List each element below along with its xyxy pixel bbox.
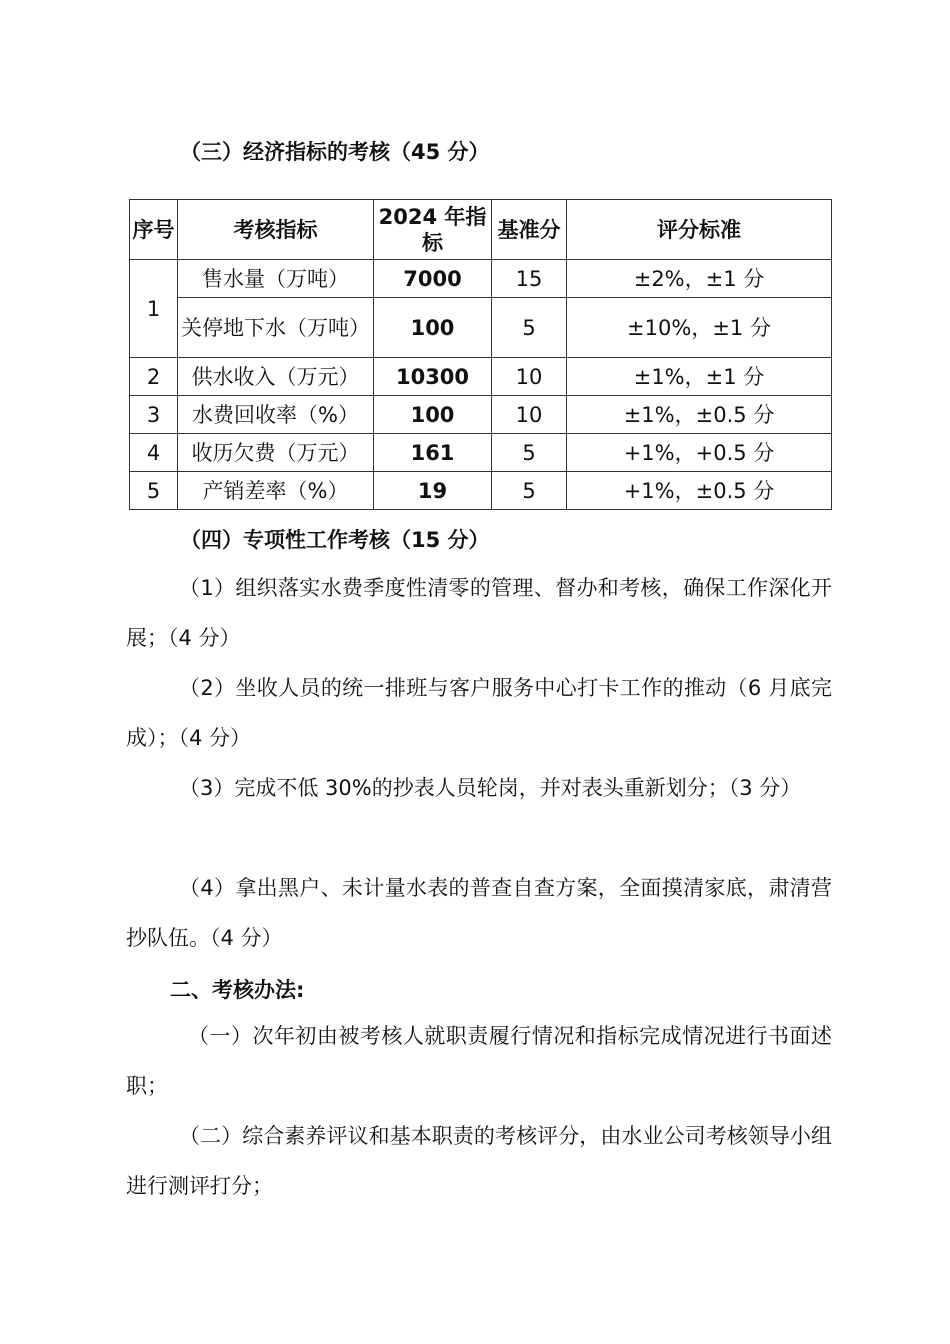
row-base: 5 (492, 472, 567, 510)
row-no: 3 (130, 396, 178, 434)
row-target: 100 (374, 298, 492, 358)
row-indicator: 产销差率（%） (178, 472, 374, 510)
task-item-3: （3）完成不低 30%的抄表人员轮岗，并对表头重新划分；（3 分） (179, 776, 802, 800)
part2-heading: 二、考核办法: (170, 978, 305, 1002)
table-row (130, 358, 832, 396)
row-base: 15 (492, 260, 567, 298)
row-criteria: ±1%，±1 分 (567, 358, 832, 396)
row-target: 19 (374, 472, 492, 510)
table-header-row (130, 200, 832, 260)
row-base: 5 (492, 434, 567, 472)
row-indicator: 收历欠费（万元） (178, 434, 374, 472)
header-target: 2024 年指标 (374, 200, 492, 260)
row-target: 100 (374, 396, 492, 434)
row-no: 2 (130, 358, 178, 396)
task-item-2: （2）坐收人员的统一排班与客户服务中心打卡工作的推动（6 月底完成）；（4 分） (126, 676, 832, 750)
table-row (130, 260, 832, 298)
economic-indicators-table (129, 199, 832, 510)
row-base: 5 (492, 298, 567, 358)
row-indicator: 售水量（万吨） (178, 260, 374, 298)
method-item-2: （二）综合素养评议和基本职责的考核评分，由水业公司考核领导小组进行测评打分； (126, 1124, 832, 1198)
row-base: 10 (492, 396, 567, 434)
row-base: 10 (492, 358, 567, 396)
section4-heading: （四）专项性工作考核（15 分） (180, 528, 490, 552)
task-item-4: （4）拿出黑户、未计量水表的普查自查方案，全面摸清家底，肃清营抄队伍。（4 分） (126, 876, 832, 950)
table-row (130, 298, 832, 358)
row-criteria: ±10%，±1 分 (567, 298, 832, 358)
row-indicator: 供水收入（万元） (178, 358, 374, 396)
row-target: 10300 (374, 358, 492, 396)
row-indicator: 关停地下水（万吨） (178, 298, 374, 358)
row-no: 5 (130, 472, 178, 510)
row-criteria: ±2%，±1 分 (567, 260, 832, 298)
row-indicator: 水费回收率（%） (178, 396, 374, 434)
row-criteria: +1%，+0.5 分 (567, 434, 832, 472)
method-item-1: （一）次年初由被考核人就职责履行情况和指标完成情况进行书面述职； (126, 1024, 832, 1098)
row-target: 161 (374, 434, 492, 472)
row-criteria: ±1%，±0.5 分 (567, 396, 832, 434)
header-base: 基准分 (492, 200, 567, 260)
row-no: 1 (130, 260, 178, 358)
table-row (130, 396, 832, 434)
section3-heading: （三）经济指标的考核（45 分） (180, 140, 490, 164)
table-row (130, 472, 832, 510)
task-item-1: （1）组织落实水费季度性清零的管理、督办和考核，确保工作深化开展；（4 分） (126, 576, 832, 650)
header-no: 序号 (130, 200, 178, 260)
row-target: 7000 (374, 260, 492, 298)
row-no: 4 (130, 434, 178, 472)
table-row (130, 434, 832, 472)
header-criteria: 评分标准 (567, 200, 832, 260)
row-criteria: +1%，±0.5 分 (567, 472, 832, 510)
header-indicator: 考核指标 (178, 200, 374, 260)
